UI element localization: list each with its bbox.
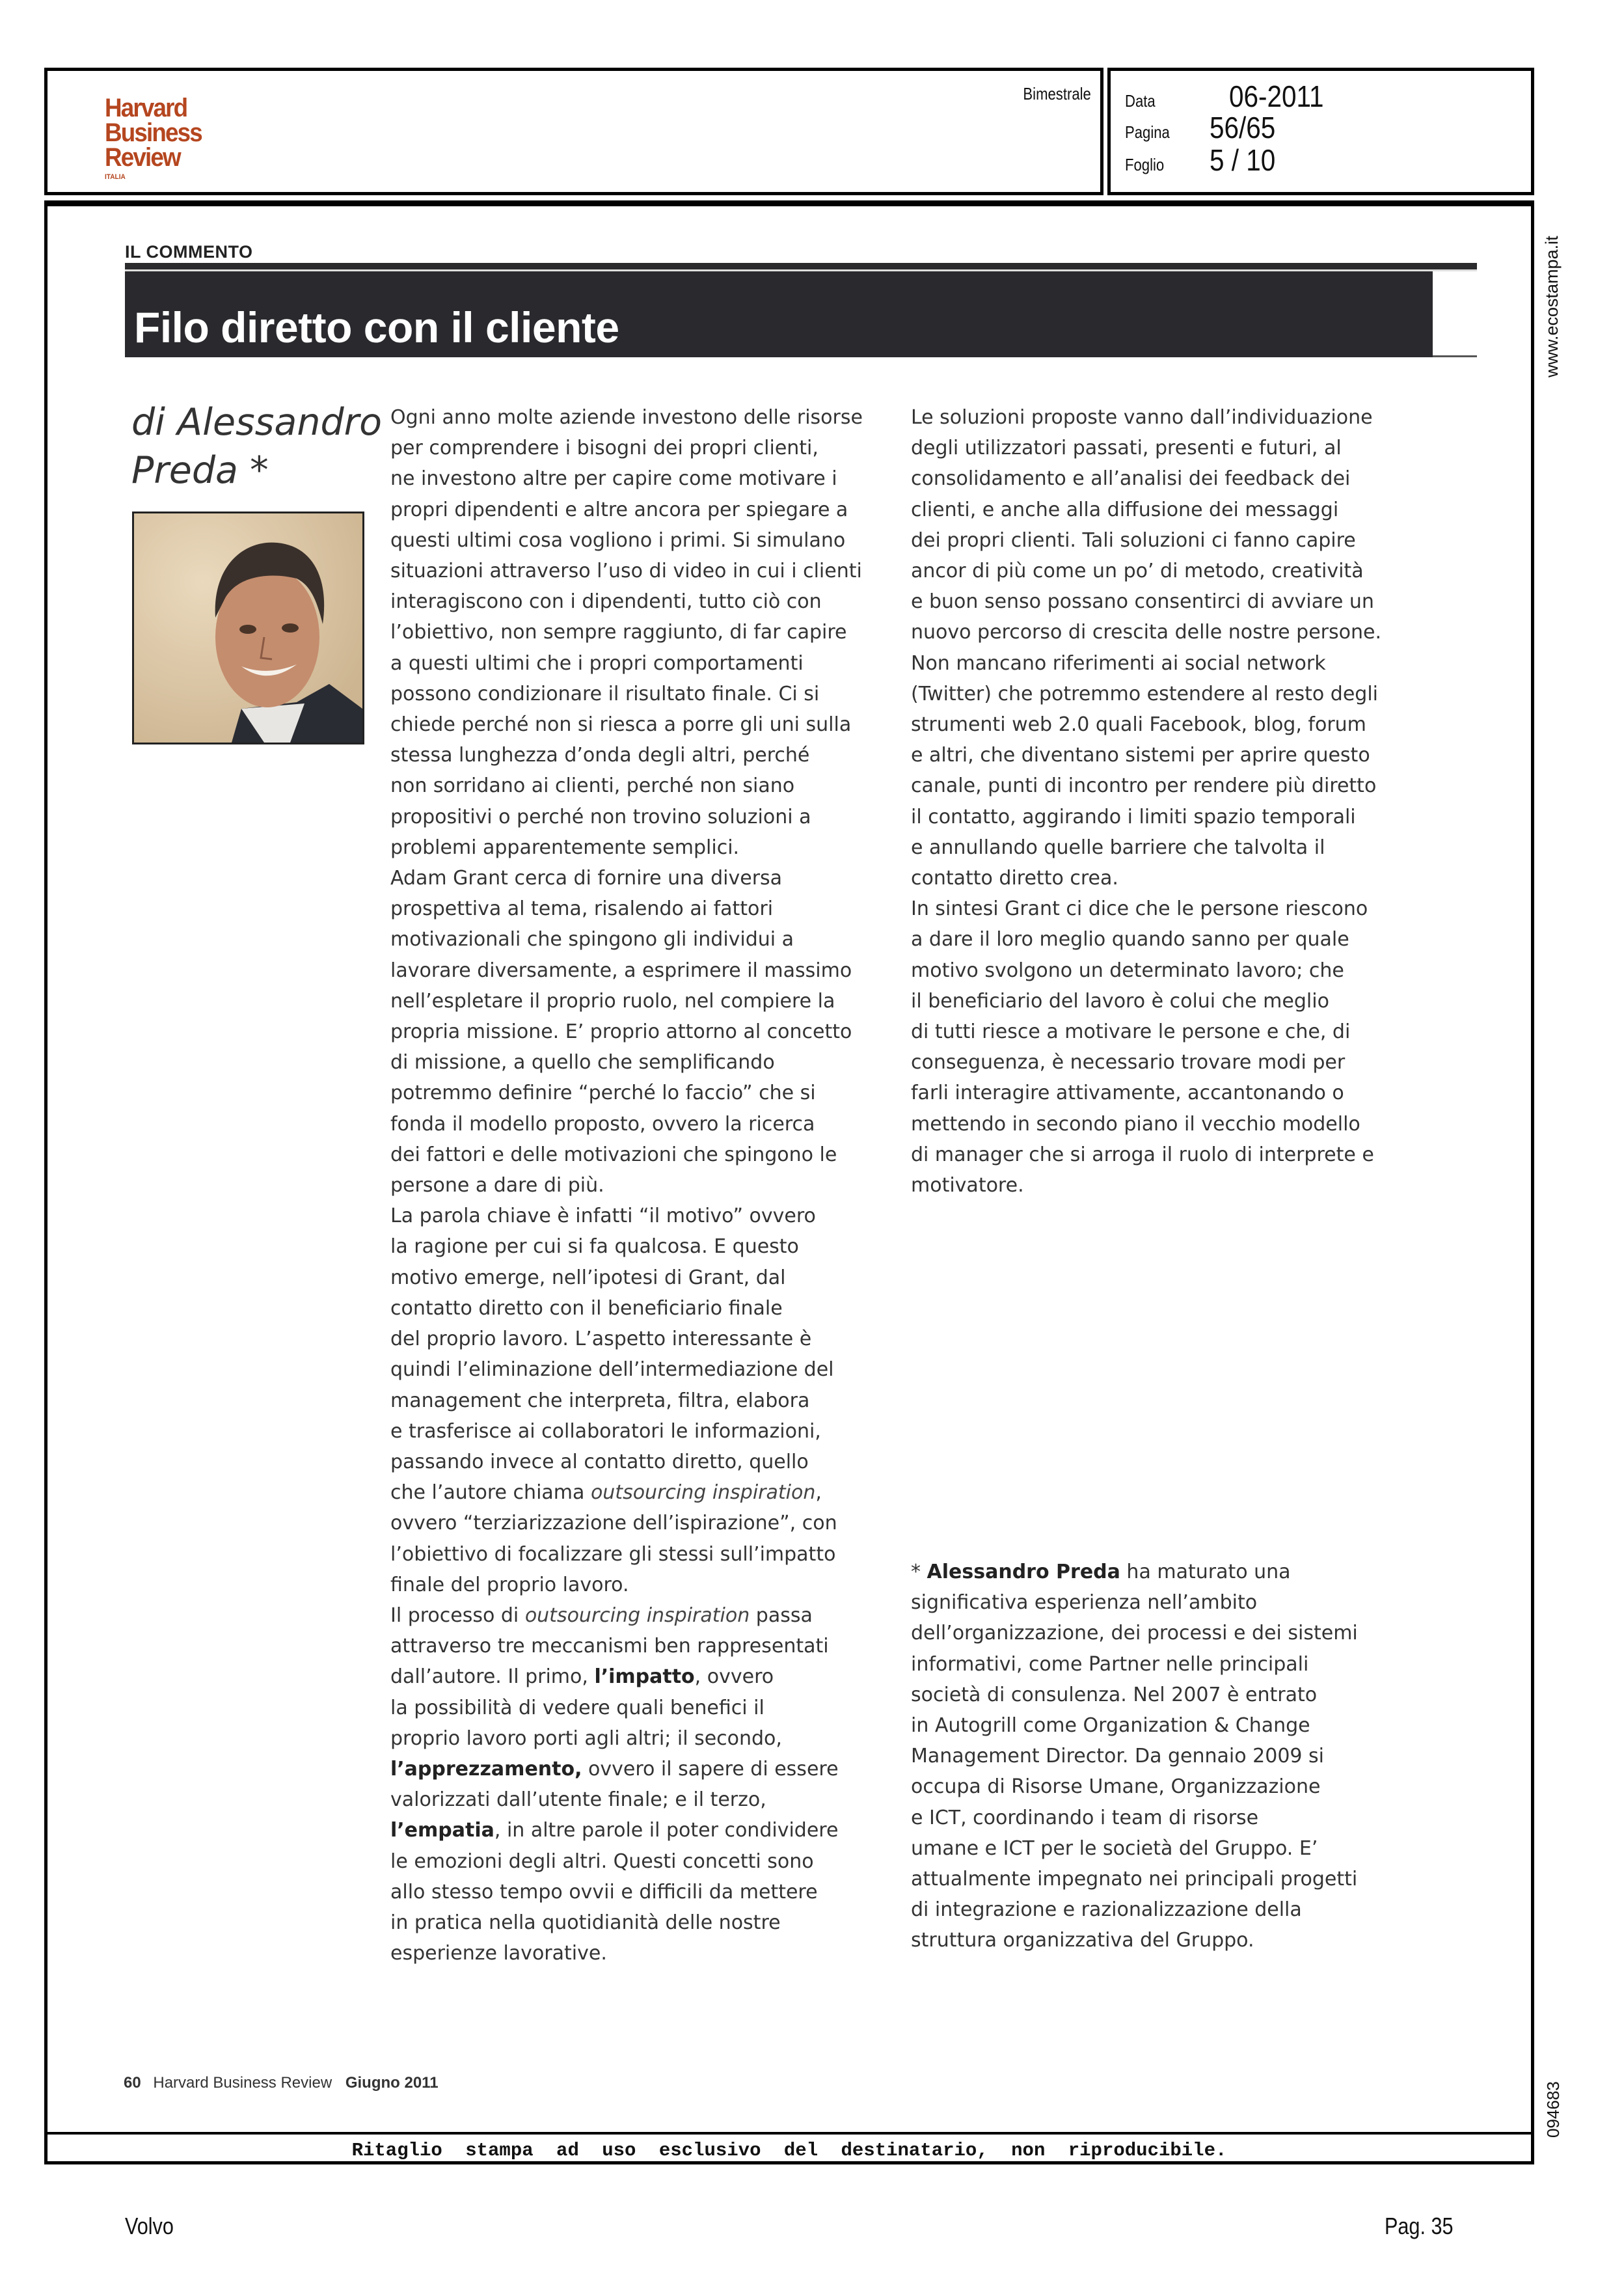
meta-label: Data (1125, 91, 1156, 111)
author-portrait-image (134, 513, 362, 743)
text-segment: di manager che si arroga il ruolo di interprete e (911, 1143, 1374, 1166)
logo-line-1: Harvard (105, 94, 187, 122)
text-line (911, 955, 1381, 986)
text-line (390, 679, 863, 709)
text-line (390, 1723, 863, 1754)
text-segment: * (911, 1561, 927, 1583)
text-line (911, 1170, 1381, 1201)
text-segment: l’obiettivo di focalizzare gli stessi sull’impatto (390, 1542, 836, 1566)
copyright-notice: Ritaglio stampa ad uso esclusivo del destinatario, non riproducibile. (351, 2140, 1227, 2161)
periodicity: Bimestrale (1023, 84, 1091, 103)
text-line (911, 1710, 1358, 1741)
text-segment: ha maturato una (1120, 1561, 1291, 1583)
text-line (390, 1815, 863, 1846)
meta-label: Foglio (1125, 155, 1165, 174)
text-line (390, 1017, 863, 1047)
text-segment: valorizzati dall’utente finale; e il terzo, (390, 1788, 766, 1812)
logo-line-2: Business (105, 118, 202, 147)
author-bio (911, 1557, 1358, 1956)
text-segment: allo stesso tempo ovvii e difficili da mettere (390, 1880, 818, 1904)
text-segment: lavorare diversamente, a esprimere il massimo (390, 959, 852, 982)
text-line (911, 1140, 1381, 1170)
text-line (390, 1539, 863, 1570)
text-line (390, 924, 863, 955)
text-line (390, 1784, 863, 1815)
text-line (911, 1587, 1358, 1618)
text-line (390, 617, 863, 648)
text-segment: la possibilità di vedere quali benefici il (390, 1696, 765, 1719)
text-segment: non sorridano ai clienti, perché non siano (390, 774, 795, 798)
article-title: Filo diretto con il cliente (134, 303, 619, 351)
text-segment: persone a dare di più. (390, 1174, 604, 1197)
document-page: Pag. 35 (1385, 2213, 1454, 2239)
text-line (390, 1293, 863, 1324)
text-segment: ovvero il sapere di essere (582, 1757, 839, 1781)
article-column-2 (911, 402, 1381, 1201)
text-segment: e buon senso possano consentirci di avviare un (911, 590, 1374, 614)
footer-divider (44, 2132, 1534, 2135)
text-line (911, 771, 1381, 801)
text-line (390, 1385, 863, 1416)
text-segment: nuovo percorso di crescita delle nostre persone. (911, 621, 1382, 644)
text-segment: mettendo in secondo piano il vecchio modello (911, 1112, 1360, 1136)
text-segment: consolidamento e all’analisi dei feedback dei (911, 467, 1351, 491)
text-segment: propri dipendenti e altre ancora per spiegare a (390, 498, 848, 521)
text-line (911, 740, 1381, 771)
text-segment: propria missione. E’ proprio attorno al concetto (390, 1020, 852, 1044)
text-segment: passa (750, 1603, 813, 1627)
text-line (911, 832, 1381, 863)
bold-text: Alessandro Preda (927, 1561, 1120, 1583)
title-banner (125, 271, 1433, 357)
text-line (390, 1600, 863, 1631)
folio-issue: Giugno 2011 (345, 2074, 439, 2092)
text-segment: management che interpreta, filtra, elabora (390, 1389, 810, 1412)
text-line (390, 1508, 863, 1538)
text-segment: ne investono altre per capire come motivare i (390, 467, 837, 491)
text-segment: problemi apparentemente semplici. (390, 836, 740, 859)
folio-page-number: 60 (124, 2074, 141, 2092)
text-segment: motivazionali che spingono gli individui a (390, 928, 794, 951)
meta-page (1125, 110, 1284, 145)
text-segment: chiede perché non si riesca a porre gli uni sulla (390, 713, 852, 737)
text-segment: possono condizionare il risultato finale. Ci si (390, 682, 820, 705)
text-line (911, 894, 1381, 924)
text-line (390, 1140, 863, 1170)
text-line (390, 802, 863, 832)
meta-value: 06-2011 (1229, 79, 1324, 113)
text-segment: La parola chiave è infatti “il motivo” ovvero (390, 1205, 816, 1228)
text-line (390, 586, 863, 617)
clipping-code: 094683 (1543, 2081, 1563, 2138)
text-line (911, 1047, 1381, 1078)
text-segment: motivo emerge, nell’ipotesi di Grant, dal (390, 1266, 786, 1289)
article-column-1 (390, 402, 863, 1969)
text-line (390, 771, 863, 801)
text-segment: che l’autore chiama (390, 1481, 591, 1505)
text-line (911, 525, 1381, 556)
text-line (390, 1754, 863, 1784)
text-segment: fonda il modello proposto, ovvero la ricerca (390, 1112, 815, 1136)
meta-value: 56/65 (1210, 111, 1276, 144)
text-line (911, 802, 1381, 832)
text-segment: di tutti riesce a motivare le persone e che, di (911, 1020, 1351, 1044)
text-segment: Le soluzioni proposte vanno dall’individuazione (911, 406, 1373, 429)
text-line (390, 495, 863, 525)
text-line (390, 433, 863, 463)
text-segment: propositivi o perché non trovino soluzioni a (390, 805, 811, 828)
logo-line-3: Review (105, 143, 180, 172)
text-segment: occupa di Risorse Umane, Organizzazione (911, 1775, 1321, 1799)
text-line (390, 1078, 863, 1108)
text-line (390, 894, 863, 924)
text-line (390, 1477, 863, 1508)
text-line (390, 1354, 863, 1385)
text-line (911, 556, 1381, 586)
text-segment: questi ultimi cosa vogliono i primi. Si simulano (390, 528, 846, 552)
text-line (390, 832, 863, 863)
byline-line-1: di Alessandro (131, 401, 382, 444)
header-meta-box (1107, 68, 1534, 195)
text-line (390, 402, 863, 433)
text-segment: ovvero “terziarizzazione dell’ispirazione”, con (390, 1512, 837, 1535)
text-segment: del proprio lavoro. L’aspetto interessante è (390, 1328, 812, 1351)
text-line (911, 495, 1381, 525)
text-segment: il beneficiario del lavoro è colui che meglio (911, 989, 1329, 1013)
italic-text: outsourcing inspiration (590, 1481, 816, 1505)
text-segment: significativa esperienza nell’ambito (911, 1591, 1258, 1615)
text-segment: interagiscono con i dipendenti, tutto ciò con (390, 590, 822, 614)
text-line (911, 648, 1381, 679)
header-left-box (44, 68, 1103, 195)
text-segment: Management Director. Da gennaio 2009 si (911, 1745, 1324, 1768)
text-segment: clienti, e anche alla diffusione dei messaggi (911, 498, 1339, 521)
text-segment: quindi l’eliminazione dell’intermediazione del (390, 1358, 834, 1382)
text-segment: informativi, come Partner nelle principali (911, 1652, 1309, 1676)
text-segment: farli interagire attivamente, accantonando o (911, 1082, 1344, 1105)
text-segment: proprio lavoro porti agli altri; il secondo, (390, 1726, 782, 1750)
text-segment: in Autogrill come Organization & Change (911, 1714, 1310, 1738)
text-segment: a questi ultimi che i propri comportamenti (390, 651, 804, 675)
text-line (911, 986, 1381, 1017)
text-line (390, 955, 863, 986)
text-segment: e annullando quelle barriere che talvolta il (911, 836, 1325, 859)
text-line (390, 1631, 863, 1661)
meta-value: 5 / 10 (1210, 143, 1276, 177)
bold-text: l’apprezzamento, (390, 1757, 582, 1781)
text-segment: potremmo definire “perché lo faccio” che si (390, 1082, 816, 1105)
text-line (390, 709, 863, 740)
text-line (911, 1017, 1381, 1047)
text-line (911, 402, 1381, 433)
text-segment: di integrazione e razionalizzazione della (911, 1898, 1302, 1922)
text-segment: conseguenza, è necessario trovare modi per (911, 1051, 1346, 1074)
text-segment: , (815, 1481, 822, 1505)
text-segment: la ragione per cui si fa qualcosa. E questo (390, 1235, 799, 1259)
text-segment: , ovvero (694, 1665, 774, 1689)
text-segment: a dare il loro meglio quando sanno per quale (911, 928, 1349, 951)
author-photo (132, 512, 364, 744)
text-segment: finale del proprio lavoro. (390, 1573, 629, 1596)
text-segment: stessa lunghezza d’onda degli altri, perché (390, 744, 810, 767)
text-line (911, 1557, 1358, 1587)
meta-label: Pagina (1125, 122, 1170, 142)
banner-rule (125, 263, 1477, 269)
text-line (390, 1047, 863, 1078)
text-line (390, 740, 863, 771)
text-segment: esperienze lavorative. (390, 1942, 607, 1965)
text-segment: e trasferisce ai collaboratori le informazioni, (390, 1419, 821, 1443)
text-segment: dei propri clienti. Tali soluzioni ci fanno capire (911, 528, 1356, 552)
text-line (911, 1078, 1381, 1108)
banner-tail-rule (1433, 355, 1477, 357)
text-line (911, 709, 1381, 740)
text-segment: strumenti web 2.0 quali Facebook, blog, forum (911, 713, 1366, 737)
text-line (911, 617, 1381, 648)
text-line (911, 1109, 1381, 1140)
text-segment: contatto diretto crea. (911, 867, 1118, 890)
text-line (390, 1693, 863, 1723)
text-segment: società di consulenza. Nel 2007 è entrato (911, 1683, 1318, 1706)
text-segment: situazioni attraverso l’uso di video in cui i clienti (390, 560, 862, 583)
text-segment: nell’espletare il proprio ruolo, nel compiere la (390, 989, 835, 1013)
text-line (390, 1170, 863, 1201)
text-line (911, 1925, 1358, 1956)
text-line (911, 1680, 1358, 1710)
text-segment: motivatore. (911, 1174, 1024, 1197)
text-line (390, 863, 863, 894)
text-segment: e altri, che diventano sistemi per aprire questo (911, 744, 1370, 767)
text-segment: (Twitter) che potremmo estendere al resto degli (911, 682, 1378, 705)
text-line (911, 1894, 1358, 1925)
text-line (911, 1803, 1358, 1833)
text-line (390, 1938, 863, 1969)
text-segment: il contatto, aggirando i limiti spazio temporali (911, 805, 1356, 828)
text-line (911, 463, 1381, 494)
text-segment: struttura organizzativa del Gruppo. (911, 1929, 1254, 1952)
text-line (390, 1846, 863, 1877)
page-folio (124, 2074, 439, 2092)
text-line (390, 1231, 863, 1262)
text-segment: dell’organizzazione, dei processi e dei sistemi (911, 1622, 1358, 1645)
text-segment: passando invece al contatto diretto, quello (390, 1450, 809, 1473)
text-line (390, 1262, 863, 1293)
text-segment: Non mancano riferimenti ai social network (911, 651, 1326, 675)
text-segment: in pratica nella quotidianità delle nostre (390, 1911, 781, 1934)
text-line (390, 556, 863, 586)
hbr-logo (105, 96, 202, 182)
text-line (390, 1109, 863, 1140)
section-label: IL COMMENTO (125, 242, 253, 262)
bold-text: l’empatia (390, 1819, 494, 1842)
text-line (390, 1201, 863, 1231)
client-name: Volvo (125, 2213, 174, 2239)
text-segment: Adam Grant cerca di fornire una diversa (390, 867, 783, 890)
text-line (911, 586, 1381, 617)
text-line (390, 1877, 863, 1907)
text-segment: per comprendere i bisogni dei propri clienti, (390, 437, 819, 460)
text-line (390, 986, 863, 1017)
text-segment: degli utilizzatori passati, presenti e futuri, al (911, 437, 1342, 460)
italic-text: outsourcing inspiration (524, 1603, 750, 1627)
text-line (390, 1324, 863, 1354)
text-segment: ancor di più come un po’ di metodo, creatività (911, 560, 1364, 583)
text-segment: Ogni anno molte aziende investono delle risorse (390, 406, 863, 429)
meta-date (1125, 79, 1336, 114)
text-line (911, 924, 1381, 955)
text-line (390, 1907, 863, 1938)
text-line (390, 463, 863, 494)
byline-line-2: Preda * (131, 449, 269, 492)
text-line (911, 679, 1381, 709)
text-line (390, 1447, 863, 1477)
byline (131, 398, 382, 495)
text-segment: le emozioni degli altri. Questi concetti sono (390, 1849, 814, 1873)
text-segment: contatto diretto con il beneficiario finale (390, 1296, 783, 1320)
text-line (390, 1416, 863, 1447)
text-segment: canale, punti di incontro per rendere più diretto (911, 774, 1377, 798)
logo-edition: ITALIA (105, 173, 126, 181)
text-line (390, 1570, 863, 1600)
text-segment: e ICT, coordinando i team di risorse (911, 1806, 1259, 1829)
text-line (911, 433, 1381, 463)
text-line (390, 1661, 863, 1692)
text-line (390, 648, 863, 679)
text-segment: motivo svolgono un determinato lavoro; che (911, 959, 1344, 982)
text-segment: attualmente impegnato nei principali progetti (911, 1868, 1358, 1891)
text-segment: di missione, a quello che semplificando (390, 1051, 775, 1074)
text-segment: attraverso tre meccanismi ben rappresentati (390, 1635, 829, 1658)
ecostampa-url: www.ecostampa.it (1542, 236, 1562, 377)
bold-text: l’impatto (594, 1665, 695, 1689)
text-segment: dei fattori e delle motivazioni che spingono le (390, 1143, 837, 1166)
text-line (911, 1618, 1358, 1648)
folio-magazine: Harvard Business Review (153, 2074, 332, 2092)
text-segment: l’obiettivo, non sempre raggiunto, di far capire (390, 621, 847, 644)
text-line (911, 863, 1381, 894)
text-line (911, 1741, 1358, 1771)
text-line (911, 1649, 1358, 1680)
text-line (390, 525, 863, 556)
text-segment: dall’autore. Il primo, (390, 1665, 595, 1689)
text-line (911, 1833, 1358, 1864)
text-segment: umane e ICT per le società del Gruppo. E’ (911, 1836, 1318, 1860)
text-line (911, 1771, 1358, 1802)
text-segment: Il processo di (390, 1603, 525, 1627)
meta-sheet (1125, 143, 1284, 178)
text-line (911, 1864, 1358, 1894)
text-segment: prospettiva al tema, risalendo ai fattori (390, 897, 774, 921)
text-segment: In sintesi Grant ci dice che le persone riescono (911, 897, 1368, 921)
text-segment: , in altre parole il poter condividere (494, 1819, 839, 1842)
